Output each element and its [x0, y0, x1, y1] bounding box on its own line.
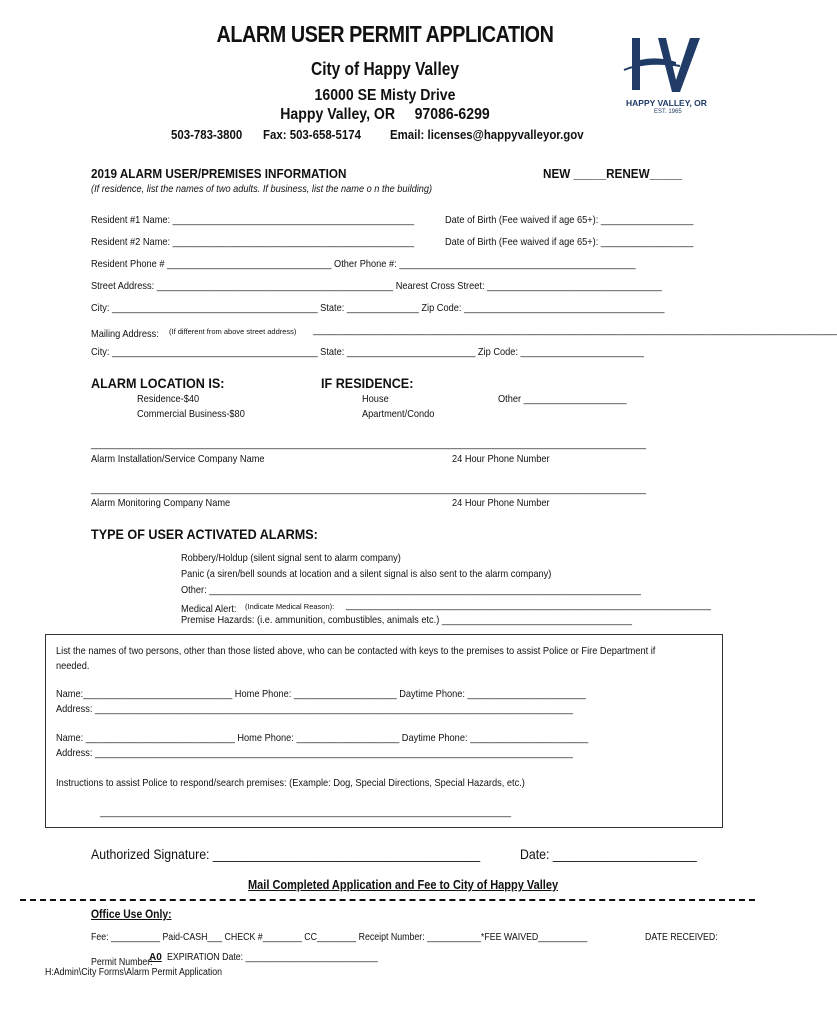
residence-fee[interactable]: Residence-$40	[137, 393, 200, 405]
mailing-address-note: (If different from above street address)	[169, 327, 297, 336]
medical-alert-label: Medical Alert:	[181, 603, 237, 615]
key-contacts-intro: List the names of two persons, other than those listed above, who can be contacted with keys to the premises to assist Police or Fire Department if needed.	[56, 645, 656, 672]
panic-option[interactable]: Panic (a siren/bell sounds at location and a silent signal is also sent to the alarm company)	[181, 568, 552, 580]
premises-info-heading: 2019 ALARM USER/PREMISES INFORMATION	[91, 166, 347, 181]
mailing-address-label: Mailing Address:	[91, 328, 159, 340]
contact-2-address[interactable]: Address: _____________________________________________________________________________________________	[56, 747, 573, 759]
if-residence-heading: IF RESIDENCE:	[321, 375, 414, 391]
signature-date-field[interactable]: Date: _____________________	[520, 846, 697, 862]
logo-est: EST. 1965	[654, 109, 682, 115]
resident-1-dob-field[interactable]: Date of Birth (Fee waived if age 65+): __________________	[445, 214, 694, 226]
resident-phone-field[interactable]: Resident Phone # ________________________________ Other Phone #: ______________________________________________	[91, 258, 636, 270]
premises-hint: (If residence, list the names of two adults. If business, list the name o n the building)	[91, 184, 433, 195]
address-line-1: 16000 SE Misty Drive	[314, 87, 456, 104]
expiration-date-field[interactable]: EXPIRATION Date: ___________________________	[167, 952, 378, 963]
file-path-footer: H:Admin\City Forms\Alarm Permit Application	[45, 967, 223, 978]
date-received-label[interactable]: DATE RECEIVED:	[645, 932, 718, 943]
alarm-types-heading: TYPE OF USER ACTIVATED ALARMS:	[91, 526, 318, 542]
alarm-location-heading: ALARM LOCATION IS:	[91, 375, 225, 391]
mailing-address-line[interactable]: ______________________________________________________________________________________________________	[313, 324, 837, 336]
other-residence-field[interactable]: Other ____________________	[498, 393, 627, 405]
form-title: ALARM USER PERMIT APPLICATION	[216, 21, 554, 47]
fax-number: Fax: 503-658-5174	[263, 127, 361, 142]
instructions-line[interactable]: ________________________________________________________________________________	[100, 806, 512, 818]
resident-2-dob-field[interactable]: Date of Birth (Fee waived if age 65+): __________________	[445, 236, 694, 248]
street-address-field[interactable]: Street Address: ______________________________________________ Nearest Cross Street: __________________________________	[91, 280, 662, 292]
signature-field[interactable]: Authorized Signature: _______________________________________	[91, 846, 481, 862]
office-use-heading: Office Use Only:	[91, 909, 172, 921]
other-alarm-field[interactable]: Other: ____________________________________________________________________________________	[181, 584, 641, 596]
address-line-2: Happy Valley, OR 97086-6299	[280, 106, 490, 123]
cut-line	[20, 899, 755, 901]
contact-1-address[interactable]: Address: _____________________________________________________________________________________________	[56, 703, 573, 715]
email-address: Email: licenses@happyvalleyor.gov	[390, 127, 584, 142]
contact-1-row[interactable]: Name:_____________________________ Home Phone: ____________________ Daytime Phone: _______________________	[56, 688, 586, 700]
new-renew-field[interactable]: NEW _____RENEW_____	[543, 166, 683, 181]
city-name: City of Happy Valley	[311, 59, 459, 79]
monitoring-company-line[interactable]: ____________________________________________________________________________________________________________	[91, 483, 647, 495]
mailing-address-row[interactable]	[91, 324, 837, 342]
permit-number-value: A0	[149, 952, 162, 963]
instructions-label: Instructions to assist Police to respond/search premises: (Example: Dog, Special Directions, Special Hazards, etc.)	[56, 777, 525, 789]
mail-instructions: Mail Completed Application and Fee to City of Happy Valley	[248, 878, 559, 892]
city-state-zip-field[interactable]: City: ________________________________________ State: ______________ Zip Code: _______________________________________	[91, 302, 665, 314]
resident-2-name-field[interactable]: Resident #2 Name: _______________________________________________	[91, 236, 415, 248]
monitoring-company-label: Alarm Monitoring Company Name	[91, 497, 231, 509]
apartment-option[interactable]: Apartment/Condo	[362, 408, 435, 420]
permit-number-label: Permit Number:	[91, 957, 153, 968]
robbery-option[interactable]: Robbery/Holdup (silent signal sent to alarm company)	[181, 552, 401, 564]
logo-name: HAPPY VALLEY, OR	[626, 98, 707, 108]
mailing-city-state-zip-field[interactable]: City: ________________________________________ State: _________________________ Zip Code: ________________________	[91, 346, 644, 358]
office-fee-row[interactable]: Fee: __________ Paid-CASH___ CHECK #________ CC________ Receipt Number: ___________*FEE WAIVED__________	[91, 932, 588, 943]
premise-hazards-field[interactable]: Premise Hazards: (i.e. ammunition, combustibles, animals etc.) _____________________________________	[181, 614, 633, 626]
phone-number: 503-783-3800	[171, 127, 243, 142]
resident-1-name-field[interactable]: Resident #1 Name: _______________________________________________	[91, 214, 415, 226]
city-logo	[618, 30, 718, 120]
installation-company-label: Alarm Installation/Service Company Name	[91, 453, 265, 465]
installation-phone-label: 24 Hour Phone Number	[452, 453, 550, 465]
monitoring-phone-label: 24 Hour Phone Number	[452, 497, 550, 509]
contact-2-row[interactable]: Name: _____________________________ Home Phone: ____________________ Daytime Phone: _______________________	[56, 732, 589, 744]
medical-reason-note: (Indicate Medical Reason):	[245, 602, 335, 611]
installation-company-line[interactable]: ____________________________________________________________________________________________________________	[91, 438, 647, 450]
house-option[interactable]: House	[362, 393, 389, 405]
commercial-fee[interactable]: Commercial Business-$80	[137, 408, 245, 420]
medical-reason-line[interactable]: _______________________________________________________________________	[346, 599, 711, 611]
